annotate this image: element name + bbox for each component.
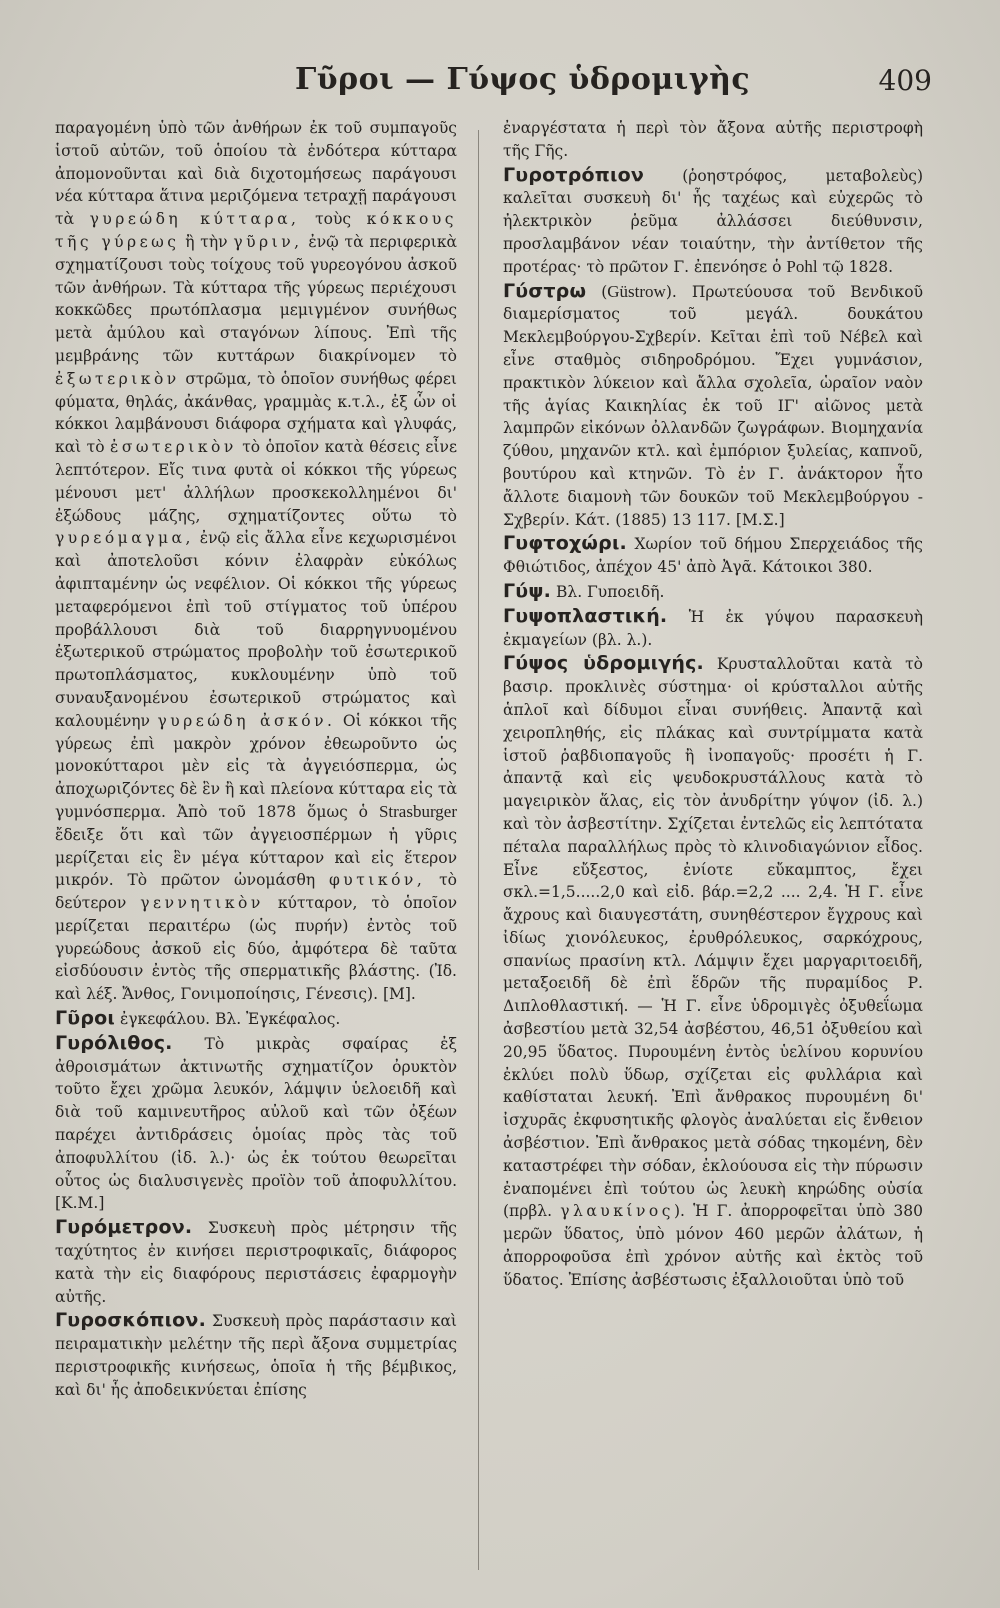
entry-spaced: γλαυκίνος	[560, 1202, 674, 1221]
dictionary-entry	[503, 280, 923, 532]
entry-headword: Γυρόμετρον.	[55, 1216, 193, 1239]
running-head-title: Γῦροι — Γύψος ὑδρομιγὴς	[295, 62, 751, 97]
entry-latin: Güstrow	[607, 281, 666, 301]
left-column	[55, 117, 457, 1402]
column-divider	[478, 130, 479, 1570]
entry-text: ἐγκεφάλου. Βλ. Ἐγκέφαλος.	[119, 1010, 341, 1029]
entry-text: (	[601, 282, 608, 301]
dictionary-entry	[55, 1216, 457, 1308]
entry-headword: Γύστρω	[503, 279, 587, 302]
entry-headword: Γυψοπλαστική.	[503, 604, 668, 627]
gyreos-continuation: παραγομένη ὑπὸ τῶν ἀνθήρων ἐκ τοῦ συμπαγοῦς ἱστοῦ αὐτῶν, τοῦ ὁποίου τὰ ἐνδότερα κύτταρα ἀπομονοῦνται καὶ διὰ διχοτομήσεως παράγουσι νέα κύτταρα ἅτινα μεριζόμενα τετραχῇ παράγουσι τὰ γυρεώδη κύτταρα, τοὺς κόκκους τῆς γύρεως ἢ τὴν γῦριν, ἐνῷ τὰ περιφερικὰ σχηματίζουσι τοὺς τοίχους τοῦ γυρεογόνου ἀσκοῦ τῶν ἀνθήρων. Τὰ κύτταρα τῆς γύρεως περιέχουσι κοκκῶδες πρωτόπλασμα μεμιγμένον συνήθως μετὰ ἀμύλου καὶ σταγόνων λίπους. Ἐπὶ τῆς μεμβράνης τῶν κυττάρων διακρίνομεν τὸ ἐξωτερικὸν στρῶμα, τὸ ὁποῖον συνήθως φέρει φύματα, θηλάς, ἀκάνθας, γραμμὰς κ.τ.λ., ἐξ ὧν οἱ κόκκοι λαμβάνουσι διάφορα σχήματα καὶ γλυφάς, καὶ τὸ ἐσωτερικὸν τὸ ὁποῖον κατὰ θέσεις εἶνε λεπτότερον. Εἴς τινα φυτὰ οἱ κόκκοι τῆς γύρεως μένουσι μετ' ἀλλήλων προσκεκολλημένοι δι' ἐξώδους μάζης, σχηματίζοντες οὕτω τὸ γυρεόμαγμα, ἐνῷ εἰς ἄλλα εἶνε κεχωρισμένοι καὶ ἀποτελοῦσι κόνιν ἐλαφρὰν εὐκόλως ἀφιπταμένην ὡς νεφέλιον. Οἱ κόκκοι τῆς γύρεως μεταφερόμενοι ἐπὶ τοῦ στίγματος τοῦ ὑπέρου προβάλλουσι διὰ τοῦ διαρρηγνυομένου ἐξωτερικοῦ στρώματος προβολὴν τοῦ ἐσωτερικοῦ πρωτοπλάσματος, κυκλουμένην ὑπὸ τοῦ συναυξανομένου ἐσωτερικοῦ στρώματος καὶ καλουμένην γυρεώδη ἀσκόν. Οἱ κόκκοι τῆς γύρεως ἐπὶ μακρὸν χρόνον ἐθεωροῦντο ὡς μονοκύτταροι μὲν εἰς τὰ ἀγγειόσπερμα, ὡς ἀποχωριζόντες δὲ ἓν ἢ καὶ πλείονα κύτταρα εἰς τὰ γυμνόσπερμα. Ἀπὸ τοῦ 1878 ὅμως ὁ Strasburger ἔδειξε ὅτι καὶ τῶν ἀγγειοσπέρμων ἡ γῦρις μερίζεται εἰς ἓν μέγα κύτταρον καὶ εἰς ἕτερον μικρόν. Τὸ πρῶτον ὠνομάσθη φυτικόν, τὸ δεύτερον γεννητικὸν κύτταρον, τὸ ὁποῖον μερίζεται περαιτέρω (ὡς πυρήν) ἐντὸς τοῦ γυρεώδους ἀσκοῦ εἰς δύο, ἀμφότερα δὲ ταῦτα εἰσδύουσιν ἐντὸς τῆς σπερματικῆς βλάστης. (Ἰδ. καὶ λέξ. Ἄνθος, Γονιμοποίησις, Γένεσις). [Μ].	[55, 119, 458, 1004]
entry-headword: Γυροτρόπιον	[503, 163, 644, 186]
entry-text: Χωρίον τοῦ δήμου Σπερχειάδος τῆς Φθιώτιδος, ἀπέχον 45' ἀπὸ Ἀγᾶ. Κάτοικοι 380.	[503, 535, 923, 577]
dictionary-entry	[55, 1032, 457, 1215]
entry-text-after: ). Ἡ Γ. ἀπορροφεῖται ὑπὸ 380 μερῶν ὕδατος, ὑπὸ μόνον 460 μερῶν ἀλάτων, ἡ ἀπορροφοῦσα ἐπὶ χρόνον αὐτῆς καὶ ἐκτὸς τοῦ ὕδατος. Ἐπίσης ἀσβέστωσις ἐξαλλοιοῦται ὑπὸ τοῦ	[503, 1202, 923, 1289]
entry-text: Συσκευὴ πρὸς παράστασιν καὶ πειραματικὴν μελέτην τῆς περὶ ἄξονα συμμετρίας περιστροφικῆς κινήσεως, ὁποῖα ἡ τῆς βέμβικος, καὶ δι' ἧς ἀποδεικνύεται ἐπίσης	[55, 1312, 457, 1399]
running-head	[0, 60, 1000, 110]
entry-latin: Pohl	[786, 256, 818, 276]
dictionary-entry	[503, 580, 923, 604]
dictionary-entry	[55, 1007, 457, 1031]
dictionary-entry	[503, 652, 923, 1291]
entry-text: Συσκευὴ πρὸς μέτρησιν τῆς ταχύτητος ἐν κινήσει περιστροφικαῖς, διάφορος κατὰ τὴν εἰς διαφόρους περιστάσεις ἐφαρμογὴν αὐτῆς.	[55, 1219, 457, 1306]
entry-headword: Γυφτοχώρι.	[503, 532, 627, 555]
entry-headword: Γῦροι	[55, 1007, 115, 1030]
page-number: 409	[878, 64, 932, 97]
entry-text: Κρυσταλλοῦται κατὰ τὸ βασιρ. προκλινὲς σύστημα· οἱ κρύσταλλοι αὐτῆς ἁπλοῖ καὶ δίδυμοι εἶναι συνήθεις. Ἀπαντᾷ καὶ χειροπληθής, εἰς πλάκας καὶ συντρίμματα κατὰ ἱστοῦ ῥαβδιοπαγοῦς ἢ ἰνοπαγοῦς· προσέτι ἡ Γ. ἀπαντᾷ καὶ εἰς ψευδοκρυστάλλους κατὰ τὸ μαγειρικὸν ἅλας, εἰς τὸν ἀνυδρίτην γύψον (ἰδ. λ.) καὶ τὸν ἀσβεστίτην. Σχίζεται ἐντελῶς εἰς λεπτότατα πέταλα παραλλήλως πρὸς τὸ κλινοδιαγώνιον εἶδος. Εἶνε εὔξεστος, ἐνίοτε εὔκαμπτος, ἔχει σκλ.=1,5.....2,0 καὶ εἰδ. βάρ.=2,2 .... 2,4. Ἡ Γ. εἶνε ἄχρους καὶ διαυγεστάτη, συνηθέστερον ἔγχρους καὶ ἰδίως χιονόλευκος, ἐρυθρόλευκος, σαρκόχρους, σπανίως πρασίνη κτλ. Λάμψιν ἔχει μαργαριτοειδῆ, μεταξοειδῆ δὲ ἐπὶ ἕδρῶν τῆς πυραμίδος Ρ. Διπλοθλαστική. — Ἡ Γ. εἶνε ὑδρομιγὲς ὀξυθεΐωμα ἀσβεστίου μετὰ 32,54 ἀσβέστου, 46,51 ὀξυθείου καὶ 20,95 ὕδατος. Πυρουμένη ἐντὸς ὑελίνου κορυνίου ἐκλύει πολὺ ὕδωρ, σχίζεται εἰς φυλλάρια καὶ καθίσταται λευκή. Ἐπὶ ἄνθρακος πυρουμένη δι' ἰσχυρᾶς ἐκφυσητικῆς φλογὸς ἀναλύεται εἰς ἔνθειον ἀσβέστιον. Ἐπὶ ἄνθρακος μετὰ σόδας τηκομένη, δὲν καταστρέφει τὴν σόδαν, ἐκλούουσα εἰς τὴν πύρωσιν ἐναπομένει ἐπὶ τούτου ὡς λευκὴ κηρώδης οὐσία (πρβλ.	[503, 655, 923, 1221]
entry-text: Τὸ μικρὰς σφαίρας ἐξ ἀθροισμάτων ἀκτινωτῆς σχηματίζον ὀρυκτὸν τοῦτο ἔχει χρῶμα λευκόν, λάμψιν ὑελοειδῆ καὶ διὰ τοῦ καμινευτῆρος αὐλοῦ καὶ τῶν ὀξέων παρέχει ἀντιδράσεις ὁμοίας πρὸς τὰς τοῦ ἀποφυλλίτου (ἰδ. λ.)· ὡς ἐκ τούτου θεωρεῖται οὗτος ὡς διαλυσιγενὲς προϊὸν τοῦ ἀποφυλλίτου. [Κ.Μ.]	[55, 1034, 457, 1213]
entry-text-after: τῷ 1828.	[822, 257, 894, 276]
right-column	[503, 117, 923, 1292]
entry-headword: Γυροσκόπιον.	[55, 1309, 206, 1332]
gyroskopion-continuation: ἐναργέστατα ἡ περὶ τὸν ἄξονα αὐτῆς περιστροφὴ τῆς Γῆς.	[503, 119, 923, 160]
dictionary-entry	[503, 164, 923, 279]
entry-text: Ἡ ἐκ γύψου παρασκευὴ ἐκμαγείων (βλ. λ.).	[503, 607, 923, 649]
entry-headword: Γύψος ὑδρομιγής.	[503, 652, 704, 675]
entry-text-after: ). Πρωτεύουσα τοῦ Βενδικοῦ διαμερίσματος τοῦ μεγάλ. δουκάτου Μεκλεμβούργου-Σχβερίν. Κεῖται ἐπὶ τοῦ Νέβελ καὶ εἶνε σταθμὸς σιδηροδρόμου. Ἔχει γυμνάσιον, πρακτικὸν λύκειον καὶ ἄλλα σχολεῖα, ὡραῖον ναὸν τῆς ἁγίας Καικηλίας ἐκ τοῦ ΙΓ' αἰῶνος μετὰ λαμπρῶν εἰκόνων ὀλλανδῶν ζωγράφων. Βιομηχανία ζύθου, μηχανῶν κτλ. καὶ ἐμπόριον ξυλείας, καπνοῦ, βουτύρου καὶ κτηνῶν. Τὸ ἐν Γ. ἀνάκτορον ἦτο ἄλλοτε διαμονὴ τῶν δουκῶν τοῦ Μεκλεμβούργου - Σχβερίν. Κάτ. (1885) 13 117. [Μ.Σ.]	[503, 282, 923, 529]
entry-text: (ῥοηστρόφος, μεταβολεὺς) καλεῖται συσκευὴ δι' ἧς ταχέως καὶ εὐχερῶς τὸ ἠλεκτρικὸν ῥεῦμα ἀλλάσσει διεύθυνσιν, προσλαμβάνον νέαν τοιαύτην, τὴν ἀντίθετον τῆς προτέρας· τὸ πρῶτον Γ. ἐπενόησε ὁ	[503, 166, 923, 276]
entry-headword: Γύψ.	[503, 579, 552, 602]
entry-headword: Γυρόλιθος.	[55, 1031, 173, 1054]
entry-text: Βλ. Γυποειδῆ.	[555, 582, 665, 601]
dictionary-entry	[55, 1309, 457, 1401]
dictionary-entry	[503, 605, 923, 652]
dictionary-entry	[503, 532, 923, 579]
